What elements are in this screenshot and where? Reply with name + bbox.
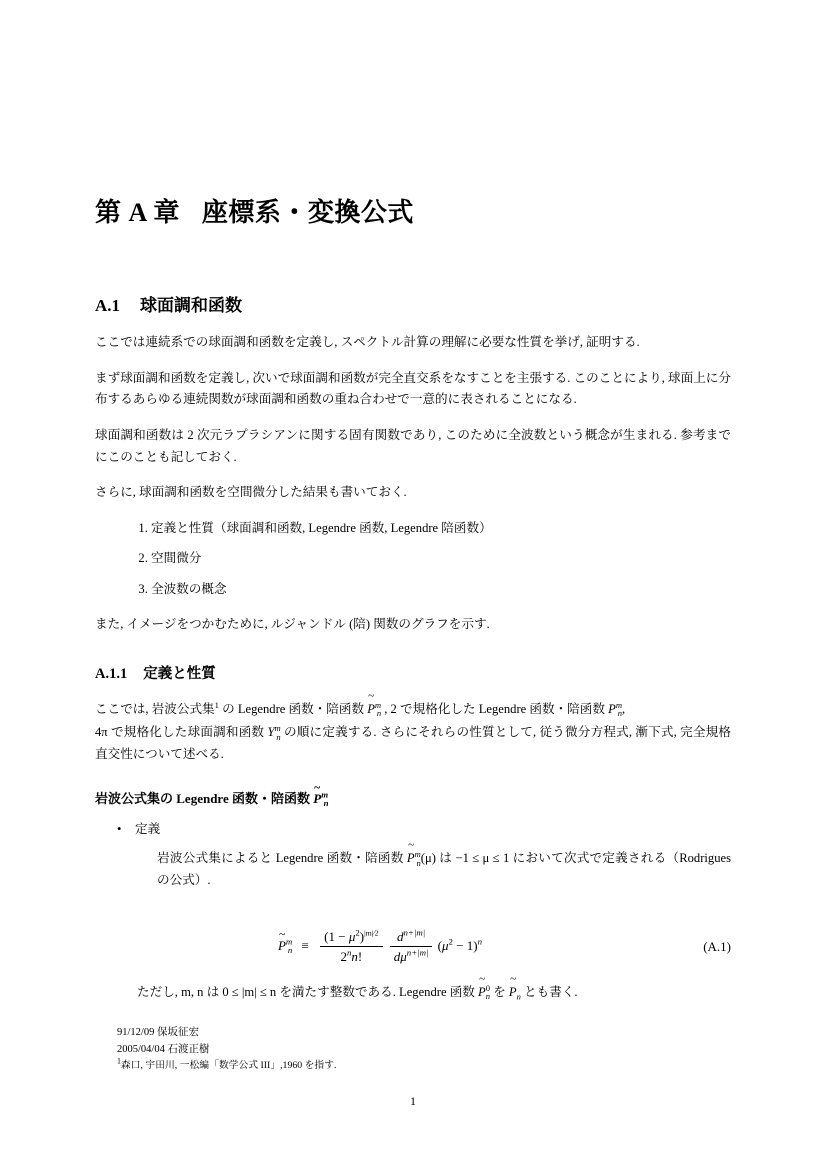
after-equation-text bbox=[137, 982, 731, 1004]
fraction-1-numerator: $(1 - \mu^2)^{|m|⁄2}$ bbox=[320, 928, 382, 948]
bullet-text-b: (μ) は −1 ≤ μ ≤ 1 において次式で定義される（Rodrigues の公式）. bbox=[157, 851, 731, 887]
intro-text-b: の Legendre 函数・陪函数 bbox=[218, 701, 368, 716]
section-paragraph-1: ここでは連続系での球面調和函数を定義し, スペクトル計算の理解に必要な性質を挙げ, 証明する. bbox=[95, 335, 640, 349]
equation-tail: $(\mu^2 - 1)^n$ bbox=[437, 936, 483, 953]
intro-text-c: , 2 で規格化した Legendre 函数・陪函数 bbox=[381, 701, 609, 716]
subsection-heading bbox=[95, 636, 731, 683]
fraction-2-numerator: $d^{n+|m|}$ bbox=[390, 928, 433, 948]
fraction-2-denominator: $d\mu^{n+|m|}$ bbox=[393, 947, 429, 965]
equation-tag: (A.1) bbox=[703, 938, 731, 954]
list-item: 1. 定義と性質（球面調和函数, Legendre 函数, Legendre 陪函数） bbox=[151, 518, 731, 539]
symbol-y-nm: $Y^m_n$ bbox=[267, 723, 281, 742]
footnote-marker-1: 1 bbox=[117, 1056, 121, 1066]
symbol-p-tilde-n0: ~ $P^0_n$ bbox=[478, 985, 490, 999]
subsub-prefix: 岩波公式集の bbox=[95, 790, 177, 806]
section-paragraph-3: 球面調和函数は 2 次元ラプラシアンに関する固有関数であり, このために全波数という概念が生まれる. 参考までにこのことも記しておく. bbox=[95, 427, 731, 464]
equation-lhs-symbol: ~ P bbox=[278, 938, 286, 954]
equation-fraction-2 bbox=[390, 928, 433, 966]
footnote-line-2: 2005/04/04 石渡正樹 bbox=[117, 1043, 210, 1055]
section-topic-list bbox=[95, 518, 731, 600]
subsection-intro-paragraph bbox=[95, 699, 731, 721]
equation-equiv: ≡ bbox=[301, 937, 309, 953]
intro-text-e: 4π で規格化した球面調和函数 bbox=[95, 725, 268, 740]
equation-fraction-1 bbox=[320, 928, 382, 966]
bullet-text-a: 岩波公式集によると Legendre 函数・陪函数 bbox=[157, 851, 407, 866]
symbol-p-tilde-nm: ~ $P^m_n$ bbox=[367, 702, 381, 716]
subsubsection-heading bbox=[95, 766, 731, 807]
section-heading bbox=[95, 229, 731, 316]
page-number: 1 bbox=[410, 1094, 416, 1108]
intro-text-f: の順に定義する. さらにそれらの性質として, 従う微分方程式, 漸下式, 完全規格直交性について述べる. bbox=[95, 725, 732, 762]
equation-body bbox=[278, 928, 482, 966]
after-eq-text-c: とも書く. bbox=[520, 984, 578, 999]
bullet-item-definition bbox=[135, 819, 731, 892]
section-closing-paragraph: また, イメージをつかむために, ルジャンドル (陪) 関数のグラフを示す. bbox=[95, 617, 490, 632]
equation-lhs-sup: m bbox=[285, 936, 293, 947]
equation-lhs-sub: n bbox=[287, 945, 293, 956]
equation-a1 bbox=[95, 928, 731, 966]
list-item: 3. 全波数の概念 bbox=[151, 579, 731, 600]
symbol-p-tilde-nm-heading: ~ $P^m_n$ bbox=[313, 791, 328, 806]
subsub-main: Legendre 函数・陪函数 bbox=[176, 790, 314, 806]
section-paragraph-4: さらに, 球面調和函数を空間微分した結果も書いておく. bbox=[95, 485, 407, 500]
after-eq-text-a: ただし, m, n は 0 ≤ |m| ≤ n を満たす整数である. Legendre 函数 bbox=[137, 984, 479, 999]
list-item: 2. 空間微分 bbox=[151, 548, 731, 569]
subsection-title-text: 定義と性質 bbox=[143, 665, 216, 682]
chapter-label: 第 A 章 bbox=[95, 198, 180, 227]
section-title-text: 球面調和函数 bbox=[140, 296, 243, 315]
symbol-p-tilde-nm-inline: ~ $P^m_n$ bbox=[407, 851, 421, 865]
symbol-p-nm: $P^m_n$ bbox=[608, 699, 623, 719]
chapter-title-text: 座標系・変換公式 bbox=[201, 198, 414, 227]
footnote-text-1: 森口, 宇田川, 一松編「数学公式 III」,1960 を指す. bbox=[120, 1059, 337, 1071]
chapter-heading bbox=[95, 0, 731, 229]
intro-text-a: ここでは, 岩波公式集 bbox=[95, 701, 215, 716]
section-number: A.1 bbox=[95, 296, 121, 315]
after-eq-text-b: を bbox=[490, 984, 509, 999]
subsection-number: A.1.1 bbox=[95, 665, 128, 682]
fraction-1-denominator: 2$^n$n! bbox=[340, 947, 363, 965]
footnote-line-3 bbox=[117, 1058, 731, 1073]
footnote-line-1: 91/12/09 保坂征宏 bbox=[117, 1027, 199, 1039]
bullet-label: 定義 bbox=[135, 821, 161, 836]
section-paragraph-2: まず球面調和函数を定義し, 次いで球面調和函数が完全直交系をなすことを主張する. このことにより, 球面上に分布するあらゆる連続関数が球面調和函数の重ね合わせで一意的に表されることになる. bbox=[95, 370, 731, 407]
footnote-ref-1: 1 bbox=[214, 699, 219, 710]
symbol-p-tilde-n: ~ $P_n$ bbox=[509, 985, 521, 999]
footnote-area bbox=[95, 1025, 731, 1073]
definition-bullet-list bbox=[95, 819, 731, 892]
subsection-intro-paragraph-2 bbox=[95, 722, 731, 765]
bullet-body-text bbox=[157, 848, 731, 891]
intro-text-d: , bbox=[622, 701, 626, 716]
